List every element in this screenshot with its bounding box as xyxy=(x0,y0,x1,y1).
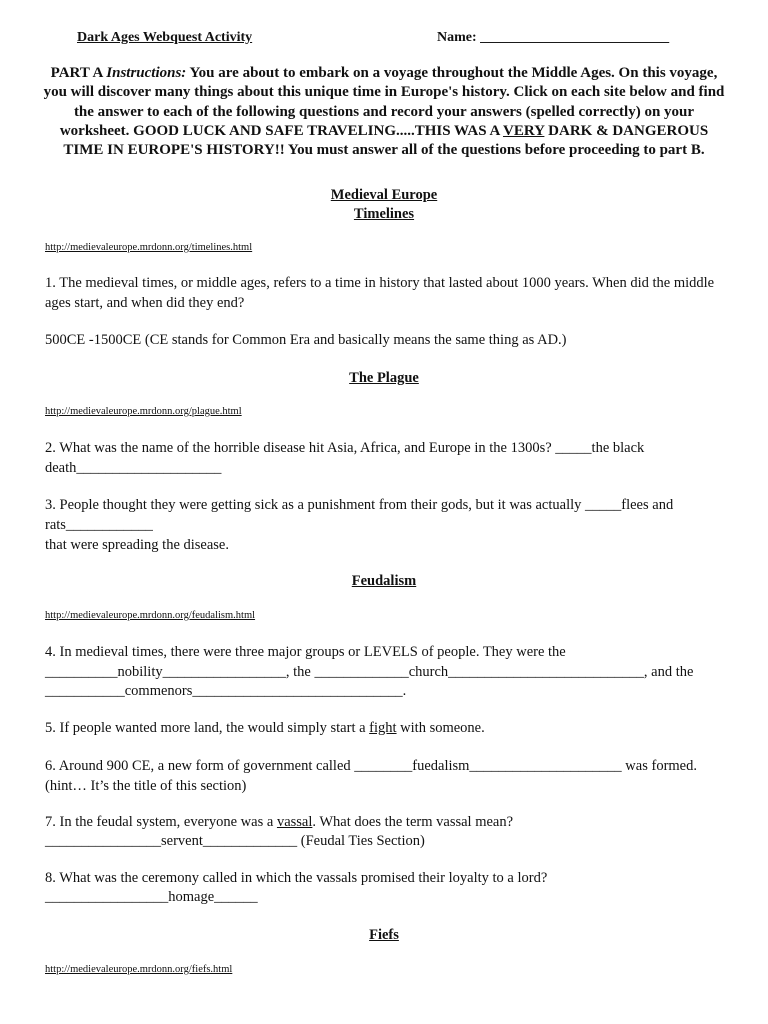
question-7 xyxy=(45,813,725,833)
fiefs-heading: Fiefs xyxy=(369,927,399,943)
worksheet-title: Dark Ages Webquest Activity xyxy=(77,30,253,45)
instructions-label: Instructions: xyxy=(106,65,187,81)
question-2: 2. What was the name of the horrible disease hit Asia, Africa, and Europe in the 1300s? _____the black death____________________ xyxy=(45,440,645,476)
timelines-link[interactable]: http://medievaleurope.mrdonn.org/timelines.html xyxy=(45,242,253,253)
feudalism-link[interactable]: http://medievaleurope.mrdonn.org/feudalism.html xyxy=(45,610,256,621)
question-5-answer: fight xyxy=(369,720,397,736)
name-field-label: Name: ___________________________ xyxy=(437,30,670,45)
question-3: 3. People thought they were getting sick as a punishment from their gods, but it was actually _____flees and rats____________ xyxy=(45,497,674,533)
medieval-europe-heading: Medieval Europe xyxy=(330,187,438,203)
question-7-text-a: 7. In the feudal system, everyone was a xyxy=(45,814,277,830)
part-label: PART A xyxy=(50,65,107,81)
question-3-continued: that were spreading the disease. xyxy=(45,537,229,553)
question-7-text-b: . What does the term vassal mean? xyxy=(312,814,514,830)
answer-1: 500CE -1500CE (CE stands for Common Era and basically means the same thing as AD.) xyxy=(45,332,567,348)
question-5 xyxy=(45,719,725,739)
plague-heading: The Plague xyxy=(349,370,419,386)
instructions-paragraph xyxy=(40,64,728,160)
feudalism-heading: Feudalism xyxy=(351,573,417,589)
fiefs-link[interactable]: http://medievaleurope.mrdonn.org/fiefs.html xyxy=(45,964,233,975)
instructions-text-2: DARK & DANGEROUS TIME IN EUROPE'S HISTORY!! You must answer all of the questions before proceeding to part B. xyxy=(63,122,709,159)
instructions-text-1: You are about to embark on a voyage throughout the Middle Ages. On this voyage, you will discover many things about this unique time in Europe's history. Click on each site below and find the answer to each of the following questions and record your answers (spelled correctly) on your worksheet. GOOD LUCK AND SAFE TRAVELING.....THIS WAS A xyxy=(43,65,725,139)
timelines-heading: Timelines xyxy=(353,206,415,222)
question-4: 4. In medieval times, there were three major groups or LEVELS of people. They were the __________nobility_________________, the _____________church___________________________, and the ___________commenors_____________________________. xyxy=(45,644,694,699)
plague-link[interactable]: http://medievaleurope.mrdonn.org/plague.html xyxy=(45,406,242,417)
question-5-text-b: with someone. xyxy=(396,720,485,736)
very-emphasis: VERY xyxy=(502,122,545,139)
question-7-term: vassal xyxy=(276,814,313,830)
question-8: 8. What was the ceremony called in which the vassals promised their loyalty to a lord? xyxy=(45,870,548,886)
question-5-text-a: 5. If people wanted more land, the would simply start a xyxy=(45,720,370,736)
question-6: 6. Around 900 CE, a new form of government called ________fuedalism_____________________ was formed. (hint… It’s the title of this section) xyxy=(45,758,697,794)
question-1: 1. The medieval times, or middle ages, refers to a time in history that lasted about 1000 years. When did the middle ages start, and when did they end? xyxy=(45,275,715,311)
question-8-answer: _________________homage______ xyxy=(45,889,258,905)
question-7-answer: ________________servent_____________ (Feudal Ties Section) xyxy=(45,833,425,849)
